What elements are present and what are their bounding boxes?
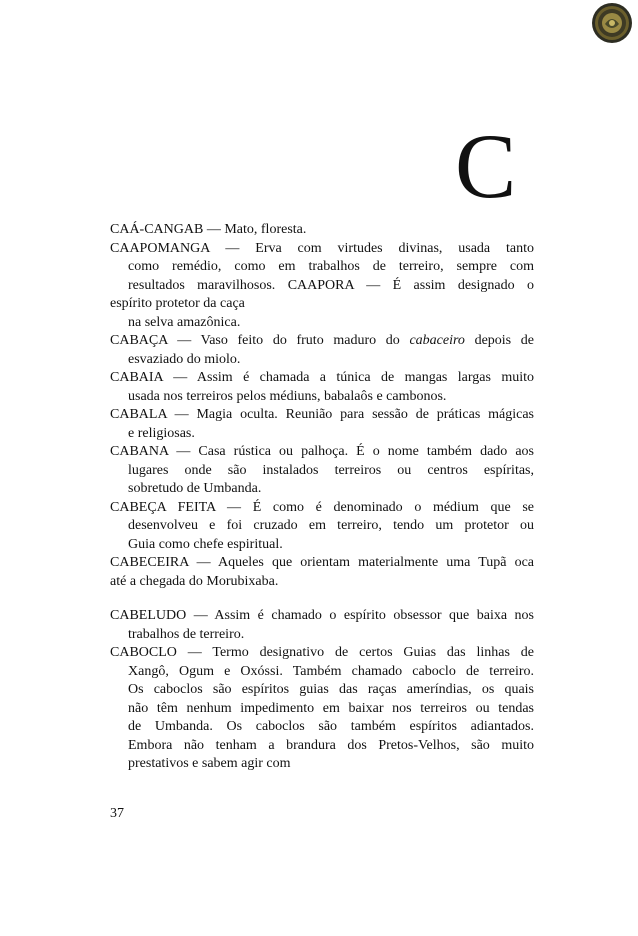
entry-line: Embora não tenham a brandura dos Pretos-Velhos, são muito [128, 737, 534, 753]
entry-line: espírito protetor da caça [110, 296, 245, 311]
entry-line: trabalhos de terreiro. [128, 626, 245, 642]
page-number: 37 [110, 806, 124, 821]
entry-line: e religiosas. [128, 425, 195, 441]
entry-line: prestativos e sabem agir com [128, 756, 291, 771]
glossary-entry [110, 499, 534, 555]
entry-line: resultados maravilhosos. CAAPORA — É assim designado o [128, 277, 534, 293]
entry-line: CABECEIRA — Aqueles que orientam materialmente uma Tupã oca [110, 555, 534, 570]
glossary-entry [110, 554, 534, 591]
entry-line: Xangô, Ogum e Oxóssi. Também chamado caboclo de terreiro. [128, 663, 534, 679]
glossary-entry [110, 369, 534, 406]
glossary-entry [110, 443, 534, 499]
glossary-entry [110, 240, 534, 333]
entry-line: usada nos terreiros pelos médiuns, babalaôs e cambonos. [128, 388, 447, 404]
entry-line: esvaziado do miolo. [128, 351, 241, 367]
entry-line: CABOCLO — Termo designativo de certos Guias das linhas de [110, 645, 534, 660]
entry-line: CAÁ-CANGAB — Mato, floresta. [110, 222, 307, 237]
glossary-entry [110, 607, 534, 644]
entry-line: CABANA — Casa rústica ou palhoça. É o nome também dado aos [110, 444, 534, 459]
entry-line: CABEÇA FEITA — É como é denominado o médium que se [110, 499, 534, 515]
entry-line: de Umbanda. Os caboclos são também espíritos adiantados. [128, 719, 534, 734]
glossary-entry [110, 644, 534, 774]
glossary-entry [110, 221, 534, 240]
entry-line: desenvolveu e foi cruzado em terreiro, tendo um protetor ou [128, 518, 534, 533]
entry-line: CABAIA — Assim é chamada a túnica de mangas largas muito [110, 370, 534, 385]
entry-line: CABELUDO — Assim é chamado o espírito obsessor que baixa nos [110, 608, 534, 623]
entry-line [110, 332, 534, 351]
entry-line: como remédio, como em trabalhos de terreiro, sempre com [128, 259, 534, 274]
section-letter: C [455, 115, 517, 217]
glossary-entry [110, 406, 534, 443]
entry-text: CABAÇA — Vaso feito do fruto maduro do [110, 333, 410, 348]
entry-line: não têm nenhum impedimento em baixar nos terreiros ou tendas [128, 700, 534, 716]
glossary-entry [110, 332, 534, 369]
entry-line: CABALA — Magia oculta. Reunião para sessão de práticas mágicas [110, 407, 534, 422]
glossary-entries [110, 221, 534, 774]
entry-line: sobretudo de Umbanda. [128, 481, 262, 496]
entry-line: na selva amazônica. [128, 314, 241, 330]
entry-line: Guia como chefe espiritual. [128, 536, 283, 552]
entry-line: CAAPOMANGA — Erva com virtudes divinas, usada tanto [110, 240, 534, 256]
entry-line: até a chegada do Morubixaba. [110, 573, 279, 589]
entry-text: depois de [464, 333, 534, 348]
seal-emblem-icon [591, 2, 633, 44]
entry-line: lugares onde são instalados terreiros ou centros espíritas, [128, 462, 534, 478]
italic-term: cabaceiro [409, 333, 465, 348]
spacer [110, 591, 534, 607]
entry-line: Os caboclos são espíritos guias das raças ameríndias, os quais [128, 682, 534, 697]
